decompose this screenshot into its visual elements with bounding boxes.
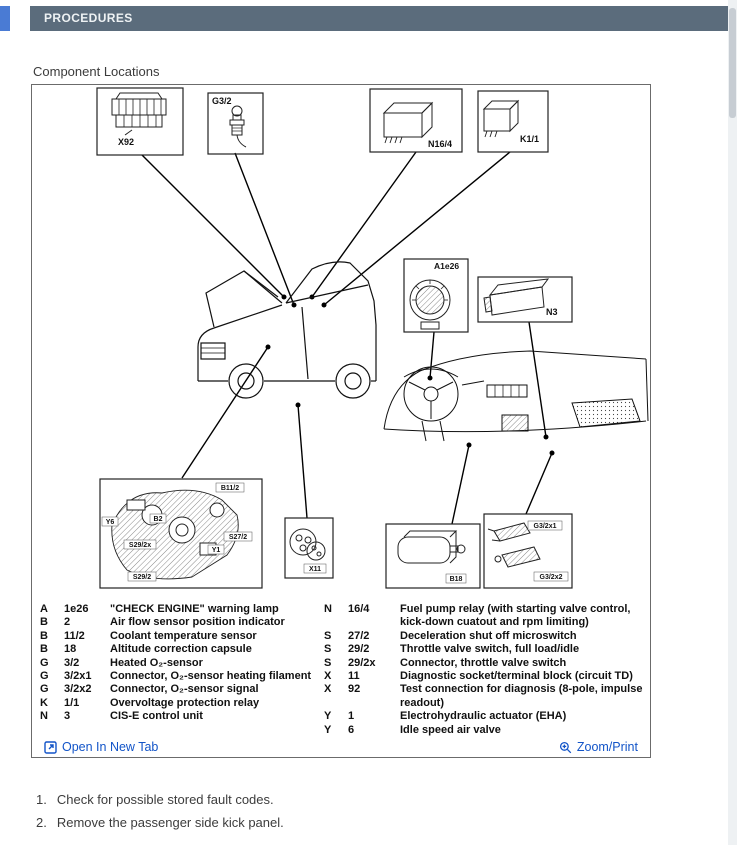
component-box-a1e26 xyxy=(404,259,468,332)
legend-row: Y 1 Electrohydraulic actuator (EHA) xyxy=(324,710,567,723)
component-box-engine-detail xyxy=(100,479,262,588)
zoom-icon xyxy=(559,741,572,754)
legend-right-column xyxy=(324,603,644,737)
component-box-g3-2 xyxy=(208,93,263,154)
legend-row: S 27/2 Deceleration shut off microswitch xyxy=(324,629,577,642)
engine-s29-2-label: S29/2 xyxy=(132,574,152,581)
step-number: 1. xyxy=(36,792,47,807)
step-number: 2. xyxy=(36,815,47,830)
legend-row: S 29/2 Throttle valve switch, full load/idle xyxy=(324,643,580,656)
step-text: Remove the passenger side kick panel. xyxy=(56,815,284,830)
legend-row: A 1e26 "CHECK ENGINE" warning lamp xyxy=(40,603,279,615)
scrollbar[interactable] xyxy=(728,0,737,845)
car-illustration xyxy=(198,262,376,398)
procedure-step xyxy=(36,815,284,831)
step-text: Check for possible stored fault codes. xyxy=(56,792,274,807)
engine-b11-2-label: B11/2 xyxy=(220,485,240,492)
legend-row: Y 6 Idle speed air valve xyxy=(324,723,501,736)
legend-row: N 16/4 Fuel pump relay (with starting valve control, kick-down cuatout and rpm limiting) xyxy=(324,603,631,629)
leader-lines xyxy=(142,152,552,524)
legend-row: N 3 CIS-E control unit xyxy=(40,710,203,723)
page-title: PROCEDURES xyxy=(44,11,133,25)
component-locations-label: Component Locations xyxy=(33,64,160,79)
x92-label: X92 xyxy=(118,137,135,147)
open-in-new-tab-icon xyxy=(44,741,57,754)
a1e26-label: A1e26 xyxy=(434,261,460,271)
g3-2x1-label: G3/2x1 xyxy=(533,523,557,530)
b18-label: B18 xyxy=(449,576,463,583)
panel-links xyxy=(44,737,638,757)
component-box-g3-2x xyxy=(484,514,572,588)
g3-2-label: G3/2 xyxy=(212,96,232,106)
component-box-k1-1 xyxy=(478,91,548,152)
k1-1-label: K1/1 xyxy=(520,134,540,144)
legend-row: B 18 Altitude correction capsule xyxy=(40,643,252,656)
legend-row: B 11/2 Coolant temperature sensor xyxy=(40,629,257,642)
legend-row: X 11 Diagnostic socket/terminal block (circuit TD) xyxy=(324,670,633,683)
engine-y6-label: Y6 xyxy=(105,519,115,526)
component-box-n16-4 xyxy=(370,89,462,152)
engine-b2-label: B2 xyxy=(153,516,163,523)
g3-2x2-label: G3/2x2 xyxy=(539,574,563,581)
engine-s29-2x-label: S29/2x xyxy=(128,542,152,549)
component-box-b18 xyxy=(386,524,480,588)
component-diagram xyxy=(32,85,650,601)
legend-row: G 3/2 Heated O₂-sensor xyxy=(40,656,203,669)
engine-s27-2-label: S27/2 xyxy=(228,534,248,541)
legend-row: G 3/2x2 Connector, O₂-sensor signal xyxy=(40,683,259,696)
procedure-steps xyxy=(36,792,284,838)
left-edge-accent xyxy=(0,6,10,31)
open-in-new-tab-link[interactable]: Open In New Tab xyxy=(44,740,158,754)
component-box-x92 xyxy=(97,88,183,155)
component-box-x11 xyxy=(285,518,333,578)
n3-label: N3 xyxy=(546,307,558,317)
procedure-step xyxy=(36,792,284,808)
x11-label: X11 xyxy=(308,566,322,573)
zoom-print-link[interactable]: Zoom/Print xyxy=(559,740,638,754)
legend-row: S 29/2x Connector, throttle valve switch xyxy=(324,656,567,669)
legend-row: B 2 Air flow sensor position indicator xyxy=(40,616,285,629)
legend-row: G 3/2x1 Connector, O₂-sensor heating filament xyxy=(40,670,312,683)
legend-row: X 92 Test connection for diagnosis (8-pole, impulse readout) xyxy=(324,683,643,709)
component-box-n3 xyxy=(478,277,572,322)
component-locations-panel xyxy=(31,84,651,758)
dashboard-illustration xyxy=(384,351,648,441)
legend-left-column xyxy=(40,603,324,737)
n16-4-label: N16/4 xyxy=(428,139,453,149)
section-header xyxy=(30,6,728,31)
legend-row: K 1/1 Overvoltage protection relay xyxy=(40,696,260,709)
engine-y1-label: Y1 xyxy=(211,547,221,554)
scrollbar-thumb[interactable] xyxy=(729,8,736,118)
legend xyxy=(40,603,644,737)
